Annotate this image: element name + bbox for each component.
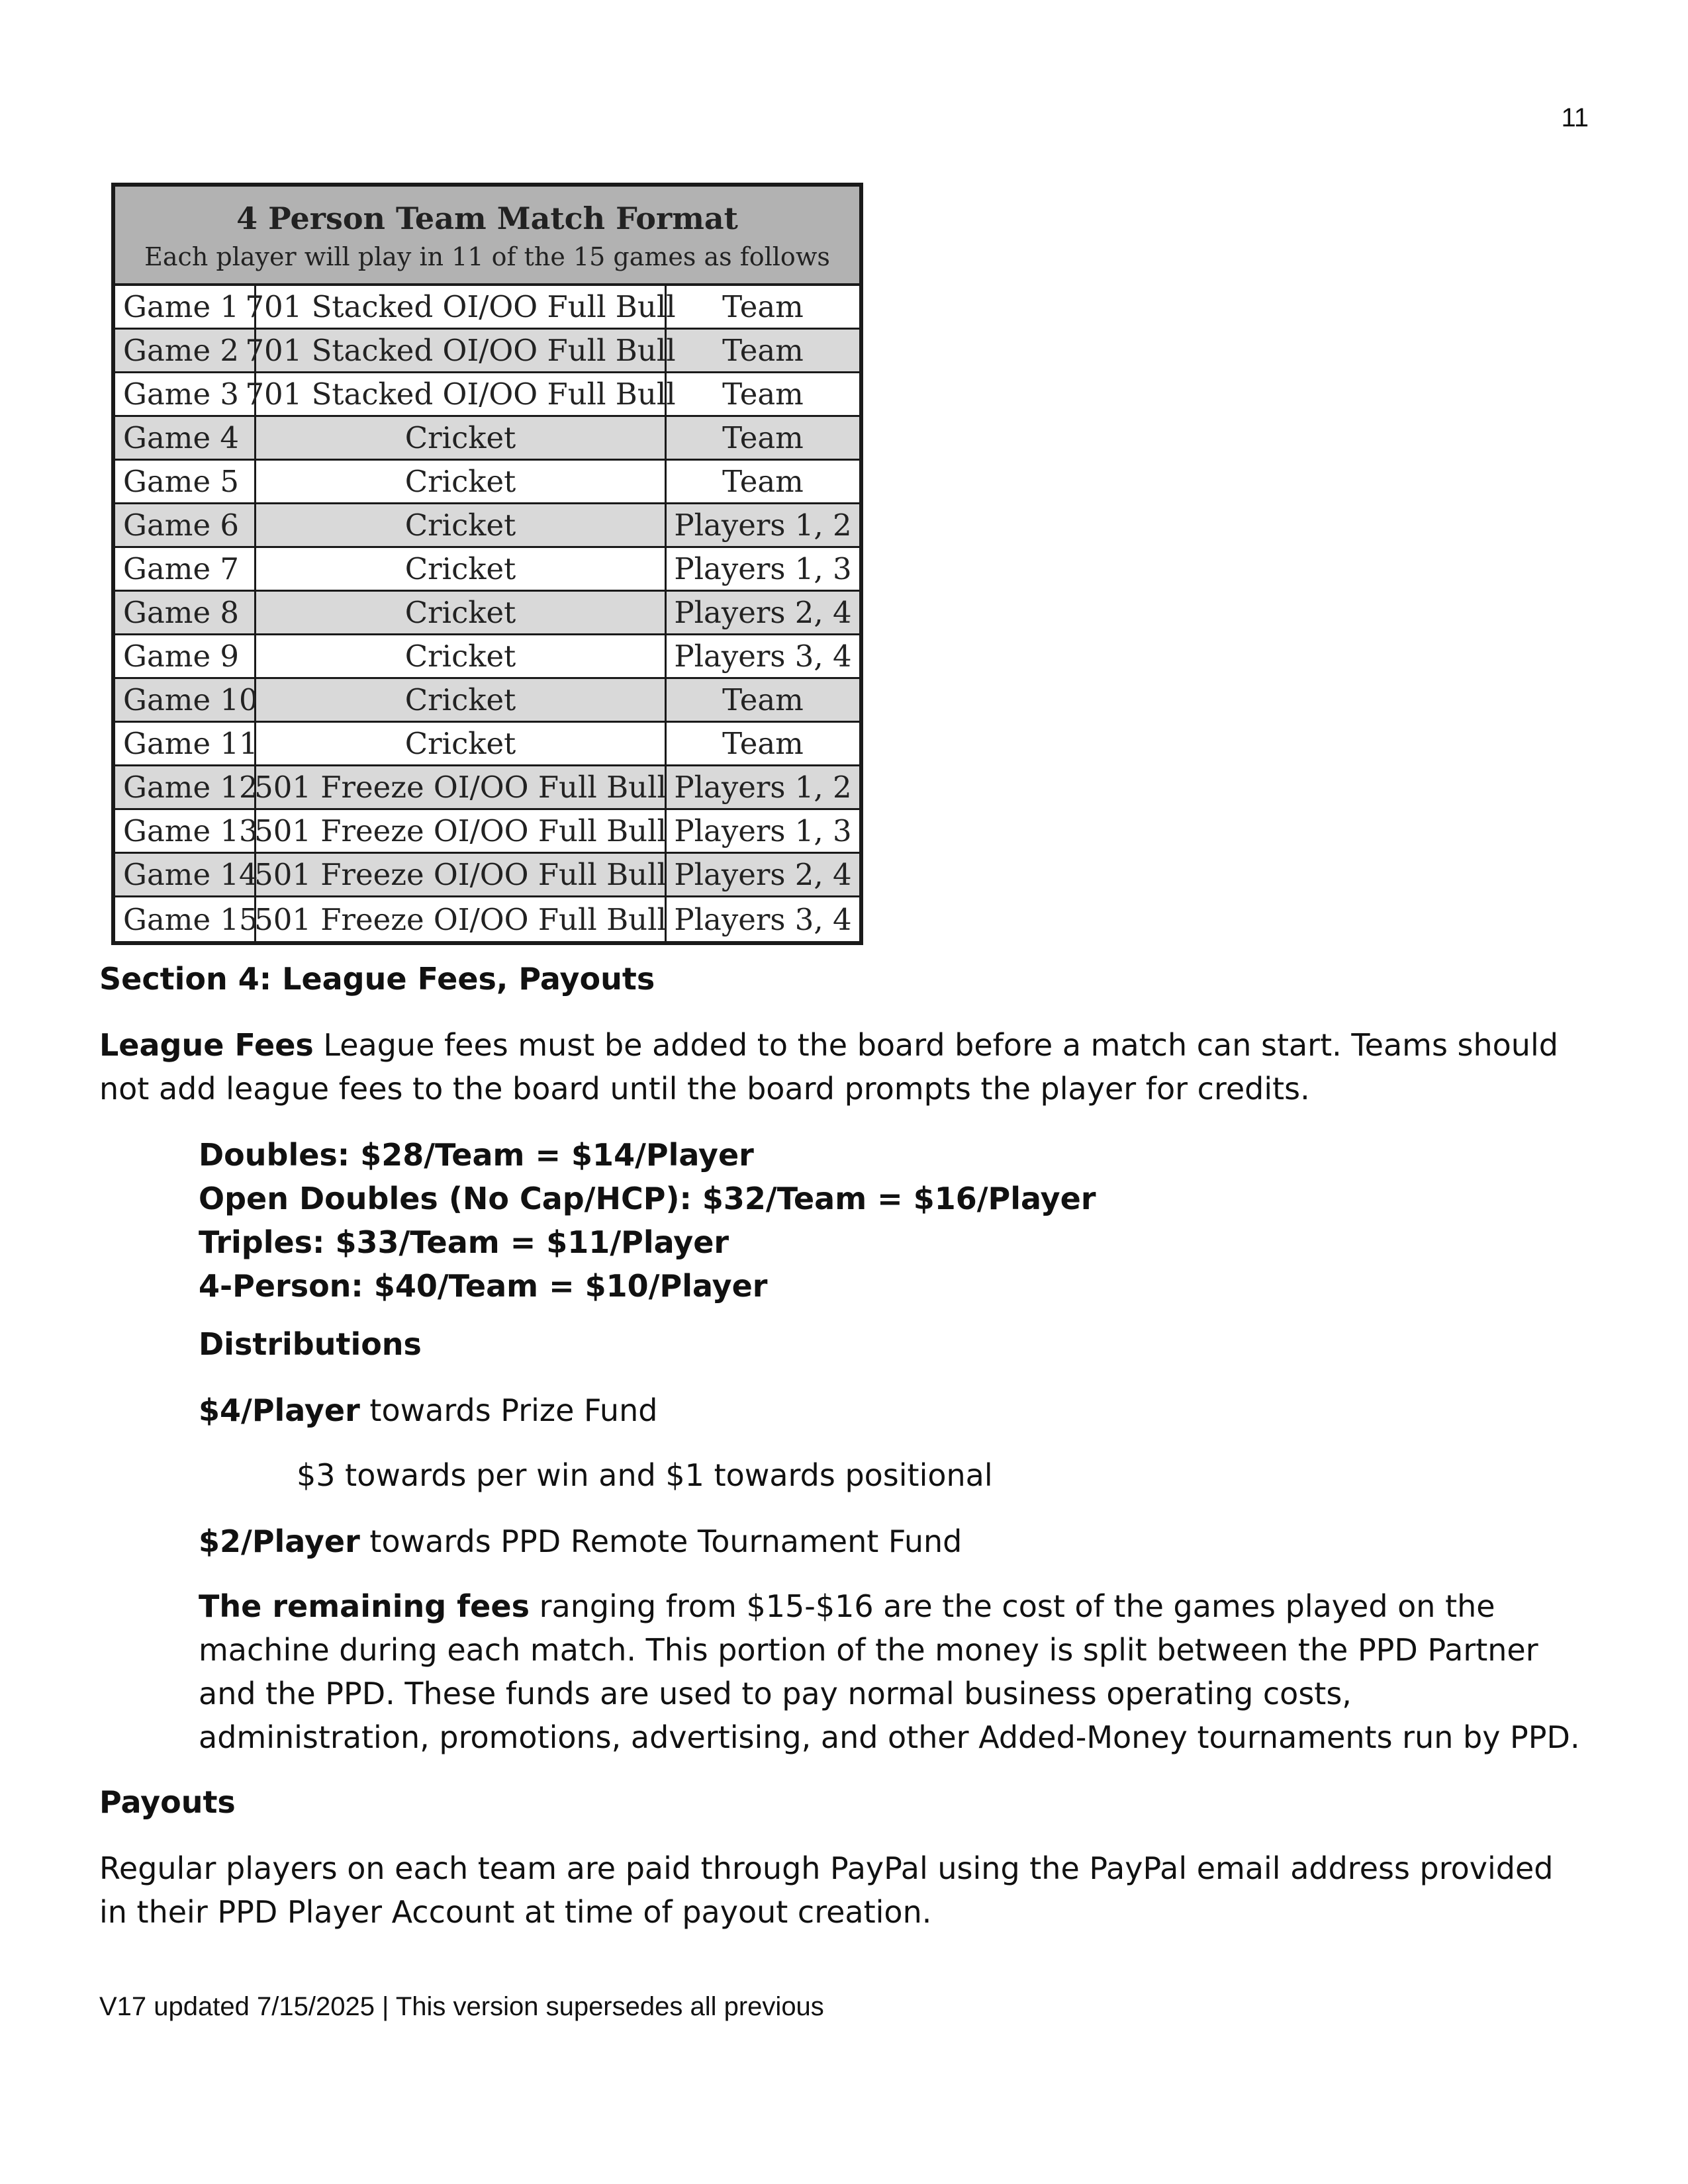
table-row (115, 461, 859, 504)
players-cell: Players 2, 4 (674, 857, 852, 892)
payouts-heading: Payouts (99, 1784, 236, 1820)
table-row (115, 373, 859, 417)
game-cell: Game 1 (115, 286, 256, 328)
table-row (115, 504, 859, 548)
fee-item: 4-Person: $40/Team = $10/Player (199, 1268, 768, 1304)
prize-fund-text: towards Prize Fund (359, 1392, 658, 1428)
remaining-fees-text: ranging from $15-$16 are the cost of the games played on the machine during each match. This portion of the money is split between the PPD Partner and the PPD. These funds are used to pay normal business operating costs, administration, promotions, advertising, and other Added-Money tournaments run by PPD. (199, 1588, 1580, 1755)
format-cell: 701 Stacked OI/OO Full Bull (256, 373, 667, 415)
table-row (115, 548, 859, 592)
players-cell: Players 1, 3 (674, 813, 852, 848)
format-cell: Cricket (256, 548, 667, 590)
remote-fund-label: $2/Player (199, 1524, 360, 1559)
players-cell: Players 2, 4 (674, 595, 852, 630)
table-title: 4 Person Team Match Format (236, 201, 738, 236)
section-heading: Section 4: League Fees, Payouts (99, 961, 655, 997)
league-fees-label: League Fees (99, 1027, 314, 1063)
prize-fund-line (199, 1388, 657, 1432)
remote-fund-text: towards PPD Remote Tournament Fund (359, 1524, 962, 1559)
format-cell: Cricket (256, 461, 667, 502)
game-cell: Game 6 (115, 504, 256, 546)
format-cell: Cricket (256, 417, 667, 459)
table-row (115, 897, 859, 941)
table-row (115, 723, 859, 766)
table-header (115, 187, 859, 286)
remote-fund-line (199, 1520, 962, 1563)
players-cell: Players 1, 2 (674, 508, 852, 543)
players-cell: Players 3, 4 (674, 639, 852, 674)
format-cell: Cricket (256, 635, 667, 677)
players-cell: Team (722, 377, 804, 412)
table-row (115, 766, 859, 810)
table-row (115, 635, 859, 679)
game-cell: Game 8 (115, 592, 256, 633)
game-cell: Game 11 (115, 723, 256, 764)
distributions-heading: Distributions (199, 1326, 422, 1362)
format-cell: Cricket (256, 679, 667, 721)
remaining-fees-label: The remaining fees (199, 1588, 530, 1624)
players-cell: Team (722, 420, 804, 455)
format-cell: 501 Freeze OI/OO Full Bull (256, 854, 667, 895)
game-cell: Game 13 (115, 810, 256, 852)
game-cell: Game 4 (115, 417, 256, 459)
players-cell: Players 1, 2 (674, 770, 852, 805)
league-fees-paragraph (99, 1023, 1589, 1111)
format-cell: 501 Freeze OI/OO Full Bull (256, 766, 667, 808)
match-format-table (111, 183, 863, 945)
game-cell: Game 9 (115, 635, 256, 677)
fee-item: Doubles: $28/Team = $14/Player (199, 1137, 754, 1173)
league-fees-text: League fees must be added to the board before a match can start. Teams should not add league fees to the board until the board prompts the player for credits. (99, 1027, 1558, 1107)
table-subtitle: Each player will play in 11 of the 15 games as follows (144, 242, 830, 271)
format-cell: 501 Freeze OI/OO Full Bull (256, 810, 667, 852)
prize-fund-label: $4/Player (199, 1392, 360, 1428)
table-row (115, 417, 859, 461)
players-cell: Team (722, 682, 804, 717)
format-cell: Cricket (256, 723, 667, 764)
fee-item: Triples: $33/Team = $11/Player (199, 1224, 729, 1260)
players-cell: Team (722, 464, 804, 499)
game-cell: Game 3 (115, 373, 256, 415)
players-cell: Players 1, 3 (674, 551, 852, 586)
game-cell: Game 14 (115, 854, 256, 895)
fee-item: Open Doubles (No Cap/HCP): $32/Team = $16/Player (199, 1181, 1096, 1216)
footer-version: V17 updated 7/15/2025 | This version supersedes all previous (99, 1992, 824, 2021)
payouts-paragraph: Regular players on each team are paid through PayPal using the PayPal email address provided in their PPD Player Account at time of payout creation. (99, 1850, 1554, 1930)
game-cell: Game 12 (115, 766, 256, 808)
players-cell: Team (722, 726, 804, 761)
table-row (115, 330, 859, 373)
prize-fund-detail: $3 towards per win and $1 towards positional (297, 1457, 993, 1493)
table-row (115, 679, 859, 723)
players-cell: Players 3, 4 (674, 901, 852, 937)
format-cell: 701 Stacked OI/OO Full Bull (256, 286, 667, 328)
game-cell: Game 15 (115, 897, 256, 941)
table-body (115, 286, 859, 941)
remaining-fees-paragraph (199, 1584, 1589, 1759)
format-cell: Cricket (256, 504, 667, 546)
players-cell: Team (722, 333, 804, 368)
table-row (115, 854, 859, 897)
fee-list (199, 1133, 1096, 1308)
format-cell: 501 Freeze OI/OO Full Bull (256, 897, 667, 941)
table-row (115, 592, 859, 635)
game-cell: Game 5 (115, 461, 256, 502)
format-cell: 701 Stacked OI/OO Full Bull (256, 330, 667, 371)
format-cell: Cricket (256, 592, 667, 633)
players-cell: Team (722, 289, 804, 324)
game-cell: Game 2 (115, 330, 256, 371)
game-cell: Game 10 (115, 679, 256, 721)
table-row (115, 286, 859, 330)
game-cell: Game 7 (115, 548, 256, 590)
table-row (115, 810, 859, 854)
page-number: 11 (1561, 103, 1589, 132)
